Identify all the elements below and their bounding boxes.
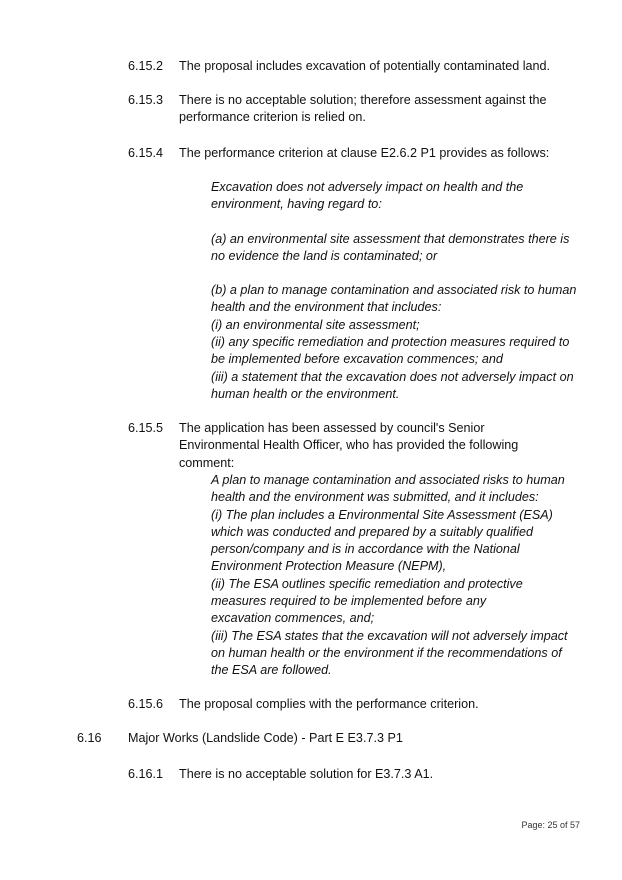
quote-item-iii: (iii) The ESA states that the excavation will not adversely impact on human health or the environment if the recommendations of the ESA are followed. <box>211 628 568 678</box>
quote-intro: A plan to manage contamination and associated risks to human health and the environment was submitted, and it includes: <box>211 473 565 505</box>
page-number: Page: 25 of 57 <box>521 820 580 830</box>
clause-6-15-6 <box>128 696 578 713</box>
quote-item-b-i: (i) an environmental site assessment; <box>211 317 420 332</box>
clause-text: There is no acceptable solution; therefore assessment against the performance criterion is relied on. <box>179 93 547 125</box>
quote-item-i: (i) The plan includes a Environmental Site Assessment (ESA) which was conducted and prepared by a suitably qualified person/company and is in accordance with the National Environment Protection Measure (NEPM), <box>211 507 553 574</box>
quote-item-a: (a) an environmental site assessment that demonstrates there is no evidence the land is contaminated; or <box>211 231 570 263</box>
clause-6-15-5 <box>128 420 578 472</box>
quote-item-b-iii: (iii) a statement that the excavation does not adversely impact on human health or the environment. <box>211 369 574 401</box>
clause-number: 6.15.6 <box>128 697 164 711</box>
clause-number: 6.15.4 <box>128 146 164 160</box>
clause-number: 6.15.3 <box>128 93 164 107</box>
clause-text: The proposal complies with the performance criterion. <box>179 697 479 711</box>
quote-item-ii: (ii) The ESA outlines specific remediation and protective measures required to be implemented before any excavation commences, and; <box>211 576 523 626</box>
quote-item-b-ii: (ii) any specific remediation and protection measures required to be implemented before excavation commences; and <box>211 335 570 367</box>
clause-6-15-4 <box>128 145 578 162</box>
clause-6-15-3 <box>128 92 578 127</box>
clause-number: 6.15.5 <box>128 421 164 435</box>
quote-intro: Excavation does not adversely impact on health and the environment, having regard to: <box>211 180 524 212</box>
section-title: Major Works (Landslide Code) - Part E E3.7.3 P1 <box>128 731 403 745</box>
clause-number: 6.15.2 <box>128 59 164 73</box>
section-number: 6.16 <box>77 731 102 745</box>
clause-text: The performance criterion at clause E2.6.2 P1 provides as follows: <box>179 146 550 160</box>
clause-text: The proposal includes excavation of potentially contaminated land. <box>179 59 551 73</box>
clause-text: The application has been assessed by council's Senior Environmental Health Officer, who has provided the following comment: <box>179 421 519 470</box>
quote-officer-comment <box>211 472 571 680</box>
clause-6-15-2 <box>128 58 578 75</box>
quote-performance-criterion <box>211 179 577 403</box>
clause-text: There is no acceptable solution for E3.7.3 A1. <box>179 767 434 781</box>
quote-item-b: (b) a plan to manage contamination and associated risk to human health and the environment that includes: <box>211 283 577 315</box>
clause-number: 6.16.1 <box>128 767 164 781</box>
clause-6-16-1 <box>128 766 578 783</box>
